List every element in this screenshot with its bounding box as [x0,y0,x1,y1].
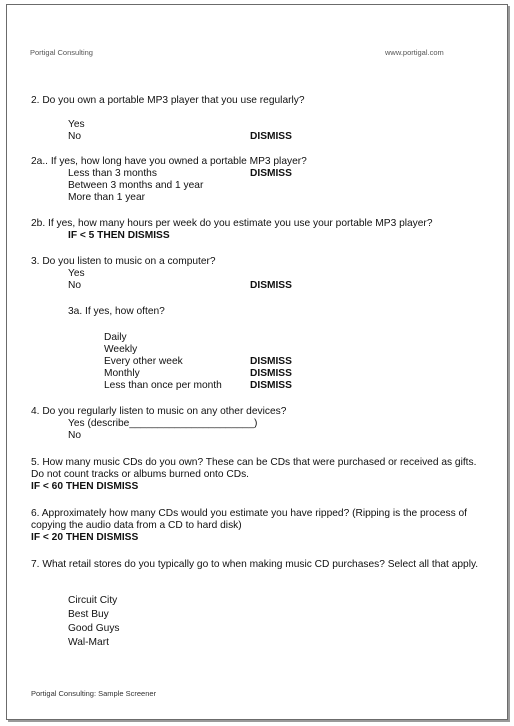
q4-option-no: No [68,430,82,441]
q6-rule: IF < 20 THEN DISMISS [31,532,139,543]
q3a-option-5: Less than once per month [104,380,222,391]
question-5: 5. How many music CDs do you own? These can be CDs that were purchased or received as gifts. Do not count tracks or albums burned onto CDs. [31,457,477,480]
q2a-option-1: Less than 3 months [68,168,157,179]
q2a-option-2: Between 3 months and 1 year [68,180,204,191]
q4-option-yes: Yes (describe______________________) [68,418,258,429]
q3a-dismiss-3: DISMISS [250,356,292,367]
q2-option-yes: Yes [68,119,85,130]
q7-option-4: Wal-Mart [68,637,109,648]
q7-option-1: Circuit City [68,595,118,606]
q3a-option-4: Monthly [104,368,140,379]
question-3: 3. Do you listen to music on a computer? [31,256,216,267]
q3-dismiss: DISMISS [250,280,292,291]
question-6: 6. Approximately how many CDs would you estimate you have ripped? (Ripping is the process of copying the audio data from a CD to hard disk) [31,508,468,531]
q3a-dismiss-4: DISMISS [250,368,292,379]
q3-option-yes: Yes [68,268,85,279]
question-4: 4. Do you regularly listen to music on any other devices? [31,406,287,417]
question-3a: 3a. If yes, how often? [68,306,165,317]
q2-dismiss: DISMISS [250,131,292,142]
question-2: 2. Do you own a portable MP3 player that you use regularly? [31,95,305,106]
q2a-dismiss: DISMISS [250,168,292,179]
question-2b: 2b. If yes, how many hours per week do you estimate you use your portable MP3 player? [31,218,433,229]
document-page [6,4,508,720]
footer-text: Portigal Consulting: Sample Screener [31,689,157,698]
q5-rule: IF < 60 THEN DISMISS [31,481,139,492]
q3-option-no: No [68,280,82,291]
q3a-option-1: Daily [104,332,127,343]
q7-option-3: Good Guys [68,623,120,634]
q2-option-no: No [68,131,82,142]
q2a-option-3: More than 1 year [68,192,146,203]
question-7: 7. What retail stores do you typically go to when making music CD purchases? Select all that apply. [31,559,479,570]
q3a-option-2: Weekly [104,344,138,355]
q2b-rule: IF < 5 THEN DISMISS [68,230,170,241]
header-url: www.portigal.com [385,48,444,57]
q3a-dismiss-5: DISMISS [250,380,292,391]
q3a-option-3: Every other week [104,356,183,367]
question-2a: 2a.. If yes, how long have you owned a portable MP3 player? [31,156,307,167]
header-company: Portigal Consulting [30,48,93,57]
q7-option-2: Best Buy [68,609,109,620]
